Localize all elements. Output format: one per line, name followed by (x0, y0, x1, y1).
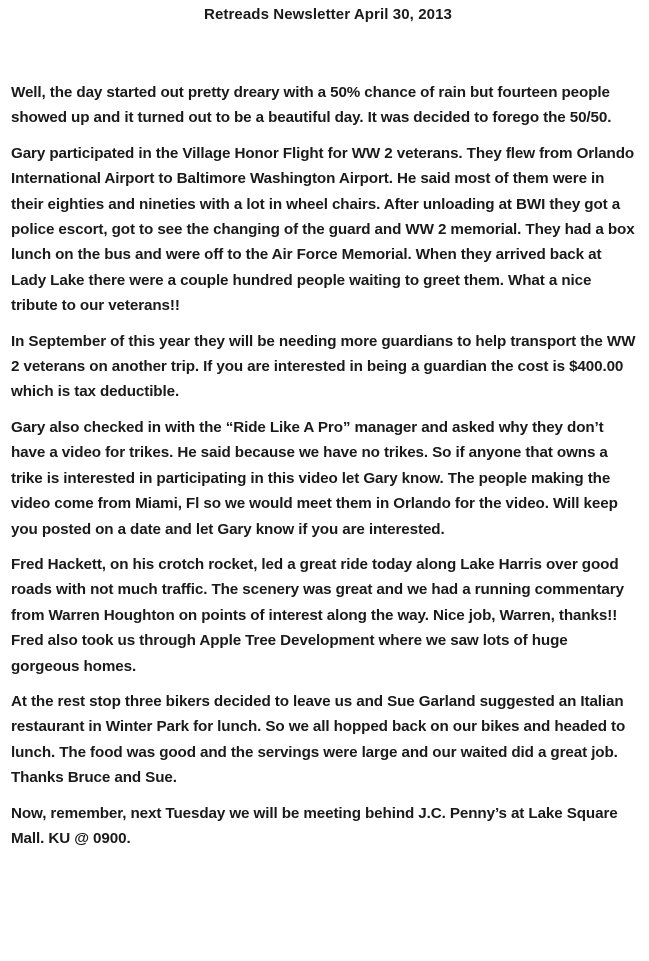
paragraph-lunch: At the rest stop three bikers decided to leave us and Sue Garland suggested an Italian restaurant in Winter Park for lunch. So we all hopped back on our bikes and headed to lunch. The food was good and the servings were large and our waited did a great job. Thanks Bruce and Sue. (11, 692, 626, 787)
newsletter-body (11, 80, 639, 861)
paragraph-honor-flight: Gary participated in the Village Honor Flight for WW 2 veterans. They flew from Orlando International Airport to Baltimore Washington Airport. He said most of them were in their eighties and nineties with a lot in wheel chairs. After unloading at BWI they got a police escort, got to see the changing of the guard and WW 2 memorial. They had a box lunch on the bus and were off to the Air Force Memorial. When they arrived back at Lady Lake there were a couple hundred people waiting to greet them. What a nice tribute to our veterans!! (11, 144, 635, 315)
paragraph-next-meeting: Now, remember, next Tuesday we will be meeting behind J.C. Penny’s at Lake Square Mall. KU @ 0900. (11, 804, 618, 847)
newsletter-title: Retreads Newsletter April 30, 2013 (204, 6, 452, 23)
paragraph-ride-report: Fred Hackett, on his crotch rocket, led a great ride today along Lake Harris over good roads with not much traffic. The scenery was great and we had a running commentary from Warren Houghton on points of interest along the way. Nice job, Warren, thanks!! Fred also took us through Apple Tree Development where we saw lots of huge gorgeous homes. (11, 555, 624, 675)
paragraph-guardians: In September of this year they will be needing more guardians to help transport the WW 2 veterans on another trip. If you are interested in being a guardian the cost is $400.00 which is tax deductible. (11, 332, 636, 401)
paragraph-ride-like-a-pro: Gary also checked in with the “Ride Like A Pro” manager and asked why they don’t have a video for trikes. He said because we have no trikes. So if anyone that owns a trike is interested in participating in this video let Gary know. The people making the video come from Miami, Fl so we would meet them in Orlando for the video. Will keep you posted on a date and let Gary know if you are interested. (11, 418, 618, 538)
paragraph-weather: Well, the day started out pretty dreary with a 50% chance of rain but fourteen people showed up and it turned out to be a beautiful day. It was decided to forego the 50/50. (11, 84, 612, 127)
